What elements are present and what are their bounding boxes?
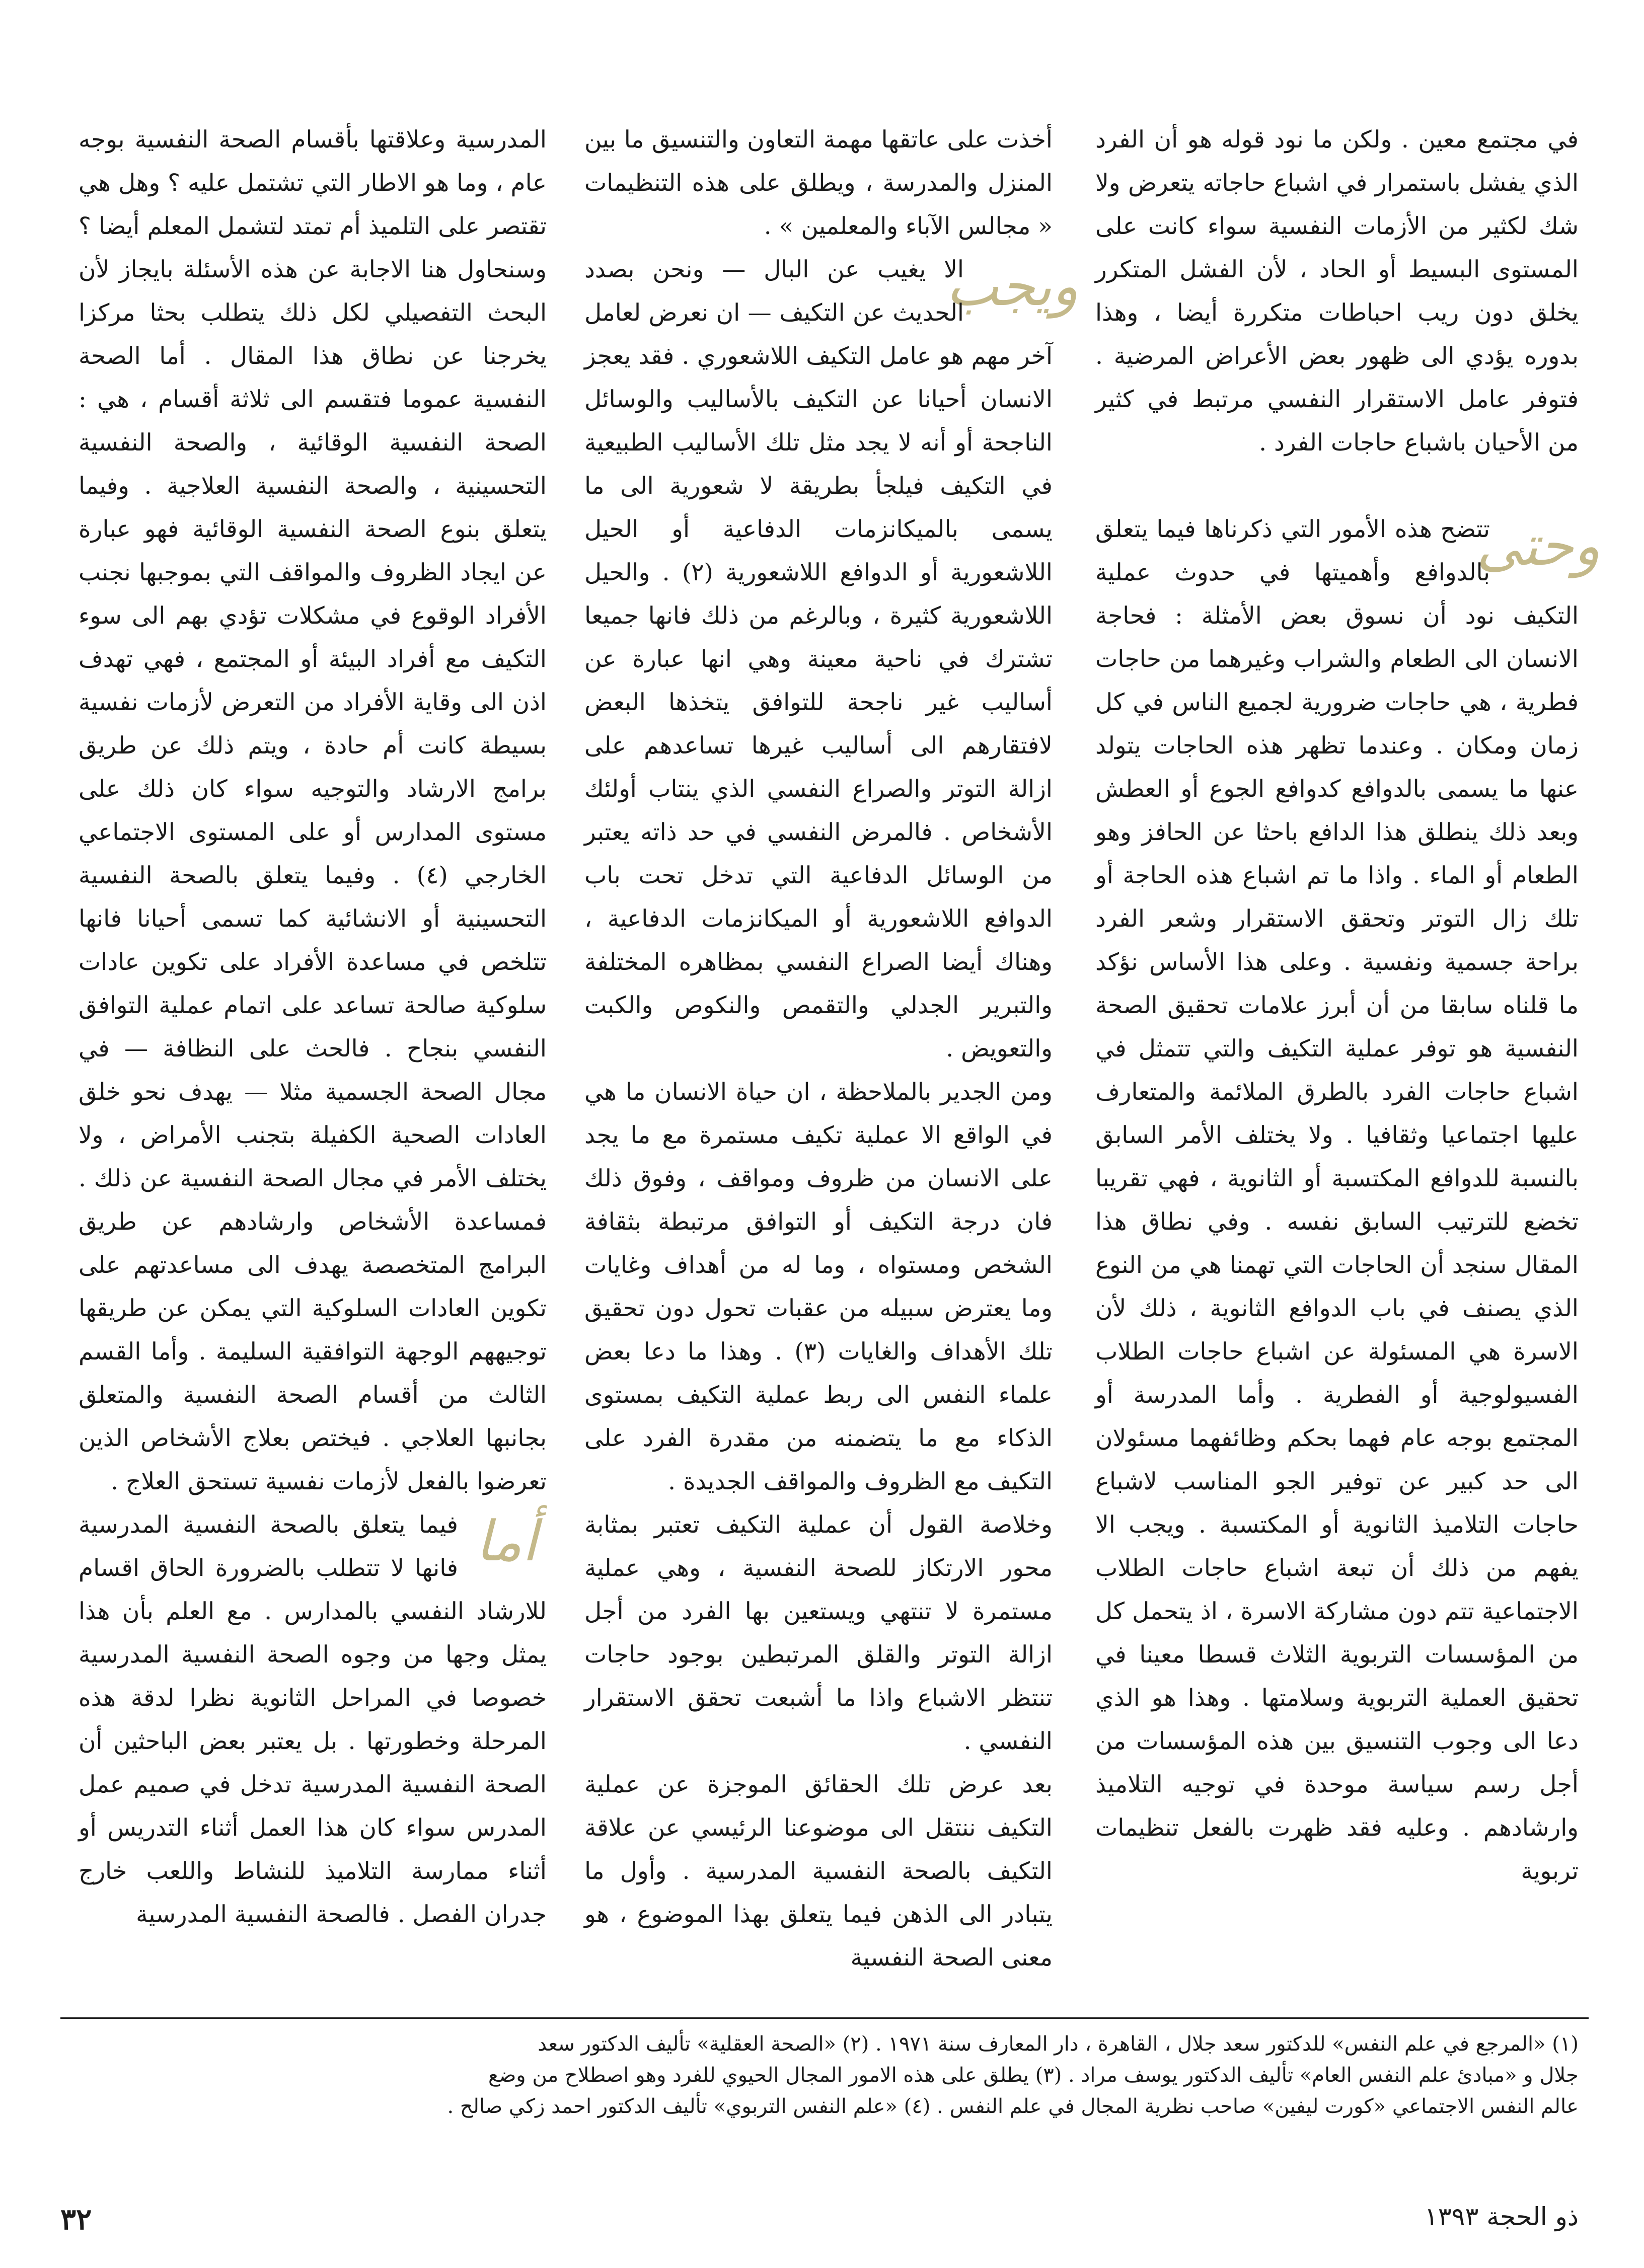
article-column-right: [1095, 118, 1600, 1893]
paragraph: ومن الجدير بالملاحظة ، ان حياة الانسان ما هي في الواقع الا عملية تكيف مستمرة مع ما يجد على الانسان من ظروف ومواقف ، وفوق ذلك فان درجة التكيف أو التوافق مرتبطة بثقافة الشخص ومستواه ، وما له من أهداف وغايات وما يعترض سبيله من عقبات تحول دون تحقيق تلك الأهداف والغايات (٣) . وهذا ما دعا بعض علماء النفس الى ربط عملية التكيف بمستوى الذكاء مع ما يتضمنه من مقدرة الفرد على التكيف مع الظروف والمواقف الجديدة .: [584, 1078, 1053, 1495]
paragraph: أخذت على عاتقها مهمة التعاون والتنسيق ما بين المنزل والمدرسة ، ويطلق على هذه التنظيمات « مجالس الآباء والمعلمين » .: [584, 126, 1053, 240]
decorative-initial-word: أما: [475, 1509, 538, 1573]
paragraph: فيما يتعلق بالصحة النفسية المدرسية فانها لا تتطلب بالضرورة الحاق اقسام للارشاد النفسي بالمدارس . مع العلم بأن هذا يمثل وجها من وجوه الصحة النفسية المدرسية خصوصا في المراحل الثانوية نظرا لدقة هذه المرحلة وخطورتها . بل يعتبر بعض الباحثين أن الصحة النفسية المدرسية تدخل في صميم عمل المدرس سواء كان هذا العمل أثناء التدريس أو أثناء ممارسة التلاميذ للنشاط واللعب خارج جدران الفصل . فالصحة النفسية المدرسية: [79, 1511, 547, 1928]
footnotes: [58, 2028, 1579, 2122]
article-column-middle: [584, 118, 1079, 1980]
paragraph: بعد عرض تلك الحقائق الموجزة عن عملية التكيف ننتقل الى موضوعنا الرئيسي عن علاقة التكيف بالصحة النفسية المدرسية . وأول ما يتبادر الى الذهن فيما يتعلق بهذا الموضوع ، هو معنى الصحة النفسية: [584, 1771, 1053, 1972]
paragraph: الا يغيب عن البال — ونحن بصدد الحديث عن التكيف — ان نعرض لعامل آخر مهم هو عامل التكيف اللاشعوري . فقد يعجز الانسان أحيانا عن التكيف بالأساليب والوسائل الناجحة أو أنه لا يجد مثل تلك الأساليب الطبيعية في التكيف فيلجأ بطريقة لا شعورية الى ما يسمى بالميكانزمات الدفاعية أو الحيل اللاشعورية أو الدوافع اللاشعورية (٢) . والحيل اللاشعورية كثيرة ، وبالرغم من ذلك فانها جميعا تشترك في ناحية معينة وهي انها عبارة عن أساليب غير ناجحة للتوافق يتخذها البعض لافتقارهم الى أساليب غيرها تساعدهم على ازالة التوتر والصراع النفسي الذي ينتاب أولئك الأشخاص . فالمرض النفسي في حد ذاته يعتبر من الوسائل الدفاعية التي تدخل تحت باب الدوافع اللاشعورية أو الميكانزمات الدفاعية ، وهناك أيضا الصراع النفسي بمظاهره المختلفة والتبرير الجدلي والتقمص والنكوص والكبت والتعويض .: [584, 256, 1053, 1063]
footnote-line: (١) «المرجع في علم النفس» للدكتور سعد جلال ، القاهرة ، دار المعارف سنة ١٩٧١ . (٢) «الصحة العقلية» تأليف الدكتور سعد: [538, 2032, 1579, 2056]
footnote-line: عالم النفس الاجتماعي «كورت ليفين» صاحب نظرية المجال في علم النفس . (٤) «علم النفس التربوي» تأليف الدكتور احمد زكي صالح .: [447, 2095, 1579, 2118]
issue-date: ذو الحجة ١٣٩٣: [1424, 2202, 1579, 2231]
paragraph: تتضح هذه الأمور التي ذكرناها فيما يتعلق بالدوافع وأهميتها في حدوث عملية التكيف نود أن نسوق بعض الأمثلة : فحاجة الانسان الى الطعام والشراب وغيرهما من حاجات فطرية ، هي حاجات ضرورية لجميع الناس في كل زمان ومكان . وعندما تظهر هذه الحاجات يتولد عنها ما يسمى بالدوافع كدوافع الجوع أو العطش وبعد ذلك ينطلق هذا الدافع باحثا عن الحافز وهو الطعام أو الماء . واذا ما تم اشباع هذه الحاجة أو تلك زال التوتر وتحقق الاستقرار وشعر الفرد براحة جسمية ونفسية . وعلى هذا الأساس نؤكد ما قلناه سابقا من أن أبرز علامات تحقيق الصحة النفسية هو توفر عملية التكيف والتي تتمثل في اشباع حاجات الفرد بالطرق الملائمة والمتعارف عليها اجتماعيا وثقافيا . ولا يختلف الأمر السابق بالنسبة للدوافع المكتسبة أو الثانوية ، فهي تقريبا تخضع للترتيب السابق نفسه . وفي نطاق هذا المقال سنجد أن الحاجات التي تهمنا هي من النوع الذي يصنف في باب الدوافع الثانوية ، ذلك لأن الاسرة هي المسئولة عن اشباع حاجات الطلاب الفسيولوجية أو الفطرية . وأما المدرسة أو المجتمع بوجه عام فهما بحكم وظائفهما مسئولان الى حد كبير عن توفير الجو المناسب لاشباع حاجات التلاميذ الثانوية أو المكتسبة . ويجب الا يفهم من ذلك أن تبعة اشباع حاجات الطلاب الاجتماعية تتم دون مشاركة الاسرة ، اذ يتحمل كل من المؤسسات التربوية الثلاث قسطا معينا في تحقيق العملية التربوية وسلامتها . وهذا هو الذي دعا الى وجوب التنسيق بين هذه المؤسسات من أجل رسم سياسة موحدة في توجيه التلاميذ وارشادهم . وعليه فقد ظهرت بالفعل تنظيمات تربوية: [1095, 515, 1579, 1885]
decorative-initial-word: ويجب: [946, 254, 1079, 318]
paragraph: المدرسية وعلاقتها بأقسام الصحة النفسية بوجه عام ، وما هو الاطار التي تشتمل عليه ؟ وهل هي تقتصر على التلميذ أم تمتد لتشمل المعلم أيضا ؟ وسنحاول هنا الاجابة عن هذه الأسئلة بايجاز لأن البحث التفصيلي لكل ذلك يتطلب بحثا مركزا يخرجنا عن نطاق هذا المقال . أما الصحة النفسية عموما فتقسم الى ثلاثة أقسام ، هي : الصحة النفسية الوقائية ، والصحة النفسية التحسينية ، والصحة النفسية العلاجية . وفيما يتعلق بنوع الصحة النفسية الوقائية فهو عبارة عن ايجاد الظروف والمواقف التي بموجبها نجنب الأفراد الوقوع في مشكلات تؤدي بهم الى سوء التكيف مع أفراد البيئة أو المجتمع ، فهي تهدف اذن الى وقاية الأفراد من التعرض لأزمات نفسية بسيطة كانت أم حادة ، ويتم ذلك عن طريق برامج الارشاد والتوجيه سواء كان ذلك على مستوى المدارس أو على المستوى الاجتماعي الخارجي (٤) . وفيما يتعلق بالصحة النفسية التحسينية أو الانشائية كما تسمى أحيانا فانها تتلخص في مساعدة الأفراد على تكوين عادات سلوكية صالحة تساعد على اتمام عملية التوافق النفسي بنجاح . فالحث على النظافة — في مجال الصحة الجسمية مثلا — يهدف نحو خلق العادات الصحية الكفيلة بتجنب الأمراض ، ولا يختلف الأمر في مجال الصحة النفسية عن ذلك . فمساعدة الأشخاص وارشادهم عن طريق البرامج المتخصصة يهدف الى مساعدتهم على تكوين العادات السلوكية التي يمكن عن طريقها توجيههم الوجهة التوافقية السليمة . وأما القسم الثالث من أقسام الصحة النفسية والمتعلق بجانبها العلاجي . فيختص بعلاج الأشخاص الذين تعرضوا بالفعل لأزمات نفسية تستحق العلاج .: [79, 126, 547, 1495]
article-column-left: [79, 118, 547, 1936]
paragraph-gap: [1095, 465, 1579, 508]
footnote-divider: [60, 2017, 1589, 2019]
paragraph: في مجتمع معين . ولكن ما نود قوله هو أن الفرد الذي يفشل باستمرار في اشباع حاجاته يتعرض ولا شك لكثير من الأزمات النفسية سواء كانت على المستوى البسيط أو الحاد ، لأن الفشل المتكرر يخلق دون ريب احباطات متكررة أيضا ، وهذا بدوره يؤدي الى ظهور بعض الأعراض المرضية . فتوفر عامل الاستقرار النفسي مرتبط في كثير من الأحيان باشباع حاجات الفرد .: [1095, 126, 1579, 457]
paragraph: وخلاصة القول أن عملية التكيف تعتبر بمثابة محور الارتكاز للصحة النفسية ، وهي عملية مستمرة لا تنتهي ويستعين بها الفرد من أجل ازالة التوتر والقلق المرتبطين بوجود حاجات تنتظر الاشباع واذا ما أشبعت تحقق الاستقرار النفسي .: [584, 1511, 1053, 1755]
decorative-initial-word: وحتى: [1476, 513, 1600, 578]
footnote-line: جلال و «مبادئ علم النفس العام» تأليف الدكتور يوسف مراد . (٣) يطلق على هذه الامور المجال الحيوي للفرد وهو اصطلاح من وضع: [488, 2064, 1579, 2087]
page-number: ٣٢: [60, 2202, 92, 2236]
